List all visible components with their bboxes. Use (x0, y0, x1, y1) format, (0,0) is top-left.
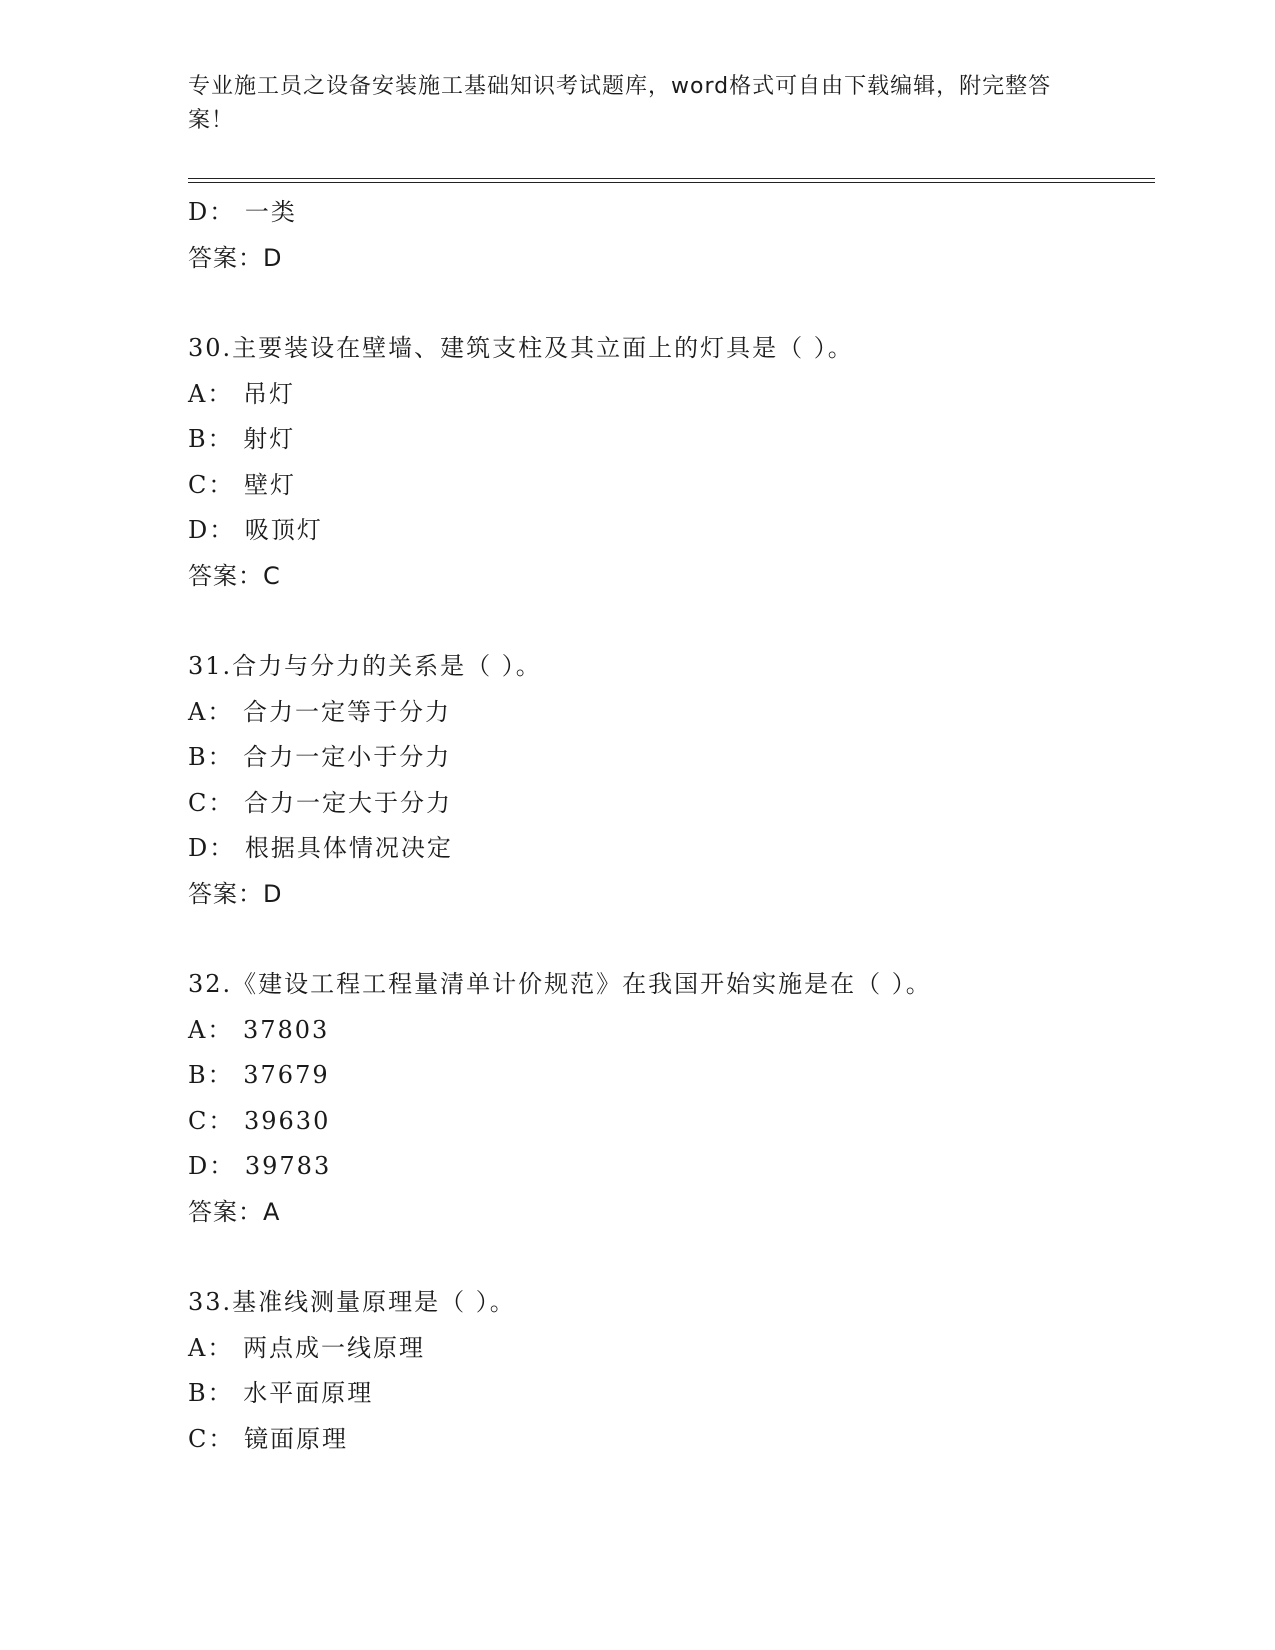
option-b: B： 37679 (188, 1061, 330, 1089)
question-31 (188, 644, 1155, 917)
question-30 (188, 326, 1155, 599)
question-gap (188, 917, 1155, 962)
prev-answer: 答案：D (188, 243, 283, 272)
option-c: C： 39630 (188, 1106, 331, 1135)
option-a: A： 37803 (188, 1015, 330, 1044)
option-d: D： 39783 (188, 1152, 332, 1180)
option-c: C： 壁灯 (188, 470, 296, 499)
question-stem: 31.合力与分力的关系是（ ）。 (188, 652, 542, 680)
header-rule-top (188, 178, 1155, 179)
question-gap (188, 1235, 1155, 1280)
option-b: B： 水平面原理 (188, 1379, 374, 1407)
document-header (188, 70, 1068, 138)
option-c: C： 镜面原理 (188, 1424, 348, 1453)
option-b: B： 合力一定小于分力 (188, 743, 452, 771)
document-body (188, 190, 1155, 1462)
header-text: 专业施工员之设备安装施工基础知识考试题库，word格式可自由下载编辑，附完整答案！ (188, 74, 1052, 133)
option-a: A： 合力一定等于分力 (188, 697, 451, 726)
option-b: B： 射灯 (188, 425, 296, 453)
question-32 (188, 962, 1155, 1235)
prev-option-d: D： 一类 (188, 198, 297, 226)
answer: 答案：C (188, 561, 281, 590)
header-rule-bottom (188, 182, 1155, 183)
option-a: A： 两点成一线原理 (188, 1333, 425, 1362)
option-a: A： 吊灯 (188, 379, 295, 408)
option-c: C： 合力一定大于分力 (188, 788, 452, 817)
question-stem: 32.《建设工程工程量清单计价规范》在我国开始实施是在（ ）。 (188, 970, 932, 998)
option-d: D： 根据具体情况决定 (188, 834, 453, 862)
option-d: D： 吸顶灯 (188, 516, 323, 544)
question-33 (188, 1280, 1155, 1462)
answer: 答案：A (188, 1197, 281, 1226)
question-gap (188, 281, 1155, 326)
question-stem: 33.基准线测量原理是（ ）。 (188, 1288, 516, 1316)
answer: 答案：D (188, 879, 283, 908)
question-stem: 30.主要装设在壁墙、建筑支柱及其立面上的灯具是（ ）。 (188, 334, 854, 362)
question-gap (188, 599, 1155, 644)
